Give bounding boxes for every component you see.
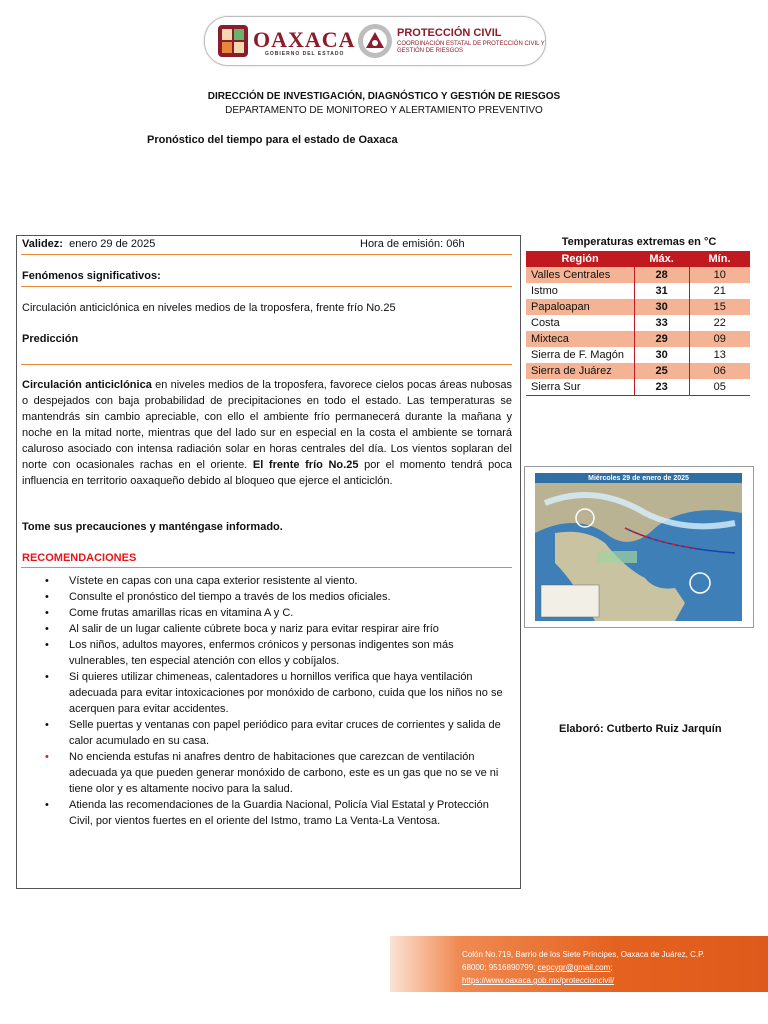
table-row: Istmo 31 21 — [526, 283, 750, 299]
list-item: • Vístete en capas con una capa exterior resistente al viento. — [45, 575, 358, 587]
phenomena-label: Fenómenos significativos: — [22, 270, 161, 282]
list-item: • Consulte el pronóstico del tiempo a través de los medios oficiales. — [45, 591, 391, 603]
header-logo-banner — [204, 16, 546, 66]
website-link[interactable]: https://www.oaxaca.gob.mx/proteccioncivil/ — [462, 976, 615, 985]
proteccion-civil-subtitle: COORDINACIÓN ESTATAL DE PROTECCIÓN CIVIL Y GESTIÓN DE RIESGOS — [397, 41, 545, 54]
validity-label: Validez: — [22, 238, 63, 250]
divider — [21, 254, 512, 255]
column-header: Mín. — [689, 251, 750, 267]
recommendations-title: RECOMENDACIONES — [22, 552, 137, 564]
weather-map-title: Miércoles 29 de enero de 2025 — [588, 475, 689, 482]
temperatures-table — [526, 251, 750, 396]
temperatures-title: Temperaturas extremas en °C — [561, 236, 717, 248]
proteccion-civil-emblem-icon — [357, 23, 393, 59]
validity-line — [22, 236, 155, 252]
list-item: • Selle puertas y ventanas con papel periódico para evitar cruces de corrientes y salida de calor acumulado en su casa. — [45, 719, 501, 747]
table-row: Mixteca 29 09 — [526, 331, 750, 347]
list-item: • No encienda estufas ni anafres dentro de habitaciones que carezcan de ventilación adecuada ya que pueden generar monóxido de carbono, este es un gas que no se ve ni tiene olor y es altamente nocivo para la salud. — [45, 751, 499, 795]
weather-map-illustration — [535, 473, 742, 621]
table-row: Papaloapan 30 15 — [526, 299, 750, 315]
list-item: • Los niños, adultos mayores, enfermos crónicos y personas indigentes son más vulnerables, ten especial atención con ellos y cobíjalos. — [45, 639, 454, 667]
footer-contact — [462, 948, 762, 987]
weather-map — [524, 466, 754, 628]
direction-heading: DIRECCIÓN DE INVESTIGACIÓN, DIAGNÓSTICO Y GESTIÓN DE RIESGOS — [207, 91, 561, 102]
list-item: • Come frutas amarillas ricas en vitamina A y C. — [45, 607, 294, 619]
divider — [21, 364, 512, 365]
column-header: Máx. — [634, 251, 689, 267]
proteccion-civil-title: PROTECCIÓN CIVIL — [397, 27, 502, 39]
table-row: Sierra Sur 23 05 — [526, 379, 750, 396]
prediction-paragraph: Circulación anticiclónica en niveles medios de la troposfera, favorece cielos pocas áreas nubosas o despejados con baja probabilidad de precipitaciones en todo el estado. Las temperaturas se mantendrás sin cambio apreciable, con ello el ambiente frío permanecerá durante la mañana y noche en la mitad norte, mientras que del lado sur en especial en la costa el ambiente se tornará caluroso asociado con intensa radiación solar en horas centrales del día. Los vientos soplaran del norte con ocasionales rachas en el oriente. El frente frío No.25 por el momento tendrá poca influencia en territorio oaxaqueño debido al bloqueo que ejerce el anticiclón. — [22, 379, 512, 487]
list-item: • Atienda las recomendaciones de la Guardia Nacional, Policía Vial Estatal y Protección Civil, por vientos fuertes en el oriente del Istmo, tramo La Venta-La Ventosa. — [45, 799, 489, 827]
department-heading: DEPARTAMENTO DE MONITOREO Y ALERTAMIENTO PREVENTIVO — [225, 105, 543, 116]
footer-bar — [390, 936, 768, 992]
forecast-title: Pronóstico del tiempo para el estado de Oaxaca — [147, 134, 398, 146]
list-item: • Al salir de un lugar caliente cúbrete boca y nariz para evitar respirar aire frío — [45, 623, 439, 635]
report-box — [16, 235, 521, 889]
table-row: Valles Centrales 28 10 — [526, 267, 750, 283]
prediction-label: Predicción — [22, 333, 79, 345]
recommendations-list — [39, 573, 509, 829]
validity-value: enero 29 de 2025 — [69, 238, 156, 250]
table-row: Sierra de Juárez 25 06 — [526, 363, 750, 379]
oaxaca-logo-subtitle: GOBIERNO DEL ESTADO — [265, 51, 345, 57]
list-item: • Si quieres utilizar chimeneas, calentadores u hornillos verifica que haya ventilación adecuada para evitar intoxicaciones por monóxido de carbono, cuida que los niños no se acerquen para evitar accidentes. — [45, 671, 503, 715]
email-link[interactable]: cepcygr@gmail.com — [537, 963, 611, 972]
divider — [21, 567, 512, 568]
divider — [21, 286, 512, 287]
table-row: Costa 33 22 — [526, 315, 750, 331]
column-header: Región — [526, 251, 634, 267]
oaxaca-logo-text: OAXACA — [253, 27, 356, 52]
precaution-text: Tome sus precauciones y manténgase informado. — [22, 521, 283, 533]
table-header-row — [526, 251, 750, 267]
weather-map-image — [535, 473, 742, 621]
footer-address: Colón No.719, Barrio de los Siete Príncipes, Oaxaca de Juárez, C.P. — [462, 950, 705, 959]
issue-time: Hora de emisión: 06h — [360, 238, 465, 250]
table-row: Sierra de F. Magón 30 13 — [526, 347, 750, 363]
footer-phone-line: 68000; 9516890799; cepcygr@gmail.com; — [462, 963, 613, 972]
oaxaca-emblem-icon — [217, 23, 249, 59]
phenomena-text: Circulación anticiclónica en niveles medios de la troposfera, frente frío No.25 — [22, 302, 396, 314]
author-line: Elaboró: Cutberto Ruiz Jarquín — [559, 723, 722, 735]
